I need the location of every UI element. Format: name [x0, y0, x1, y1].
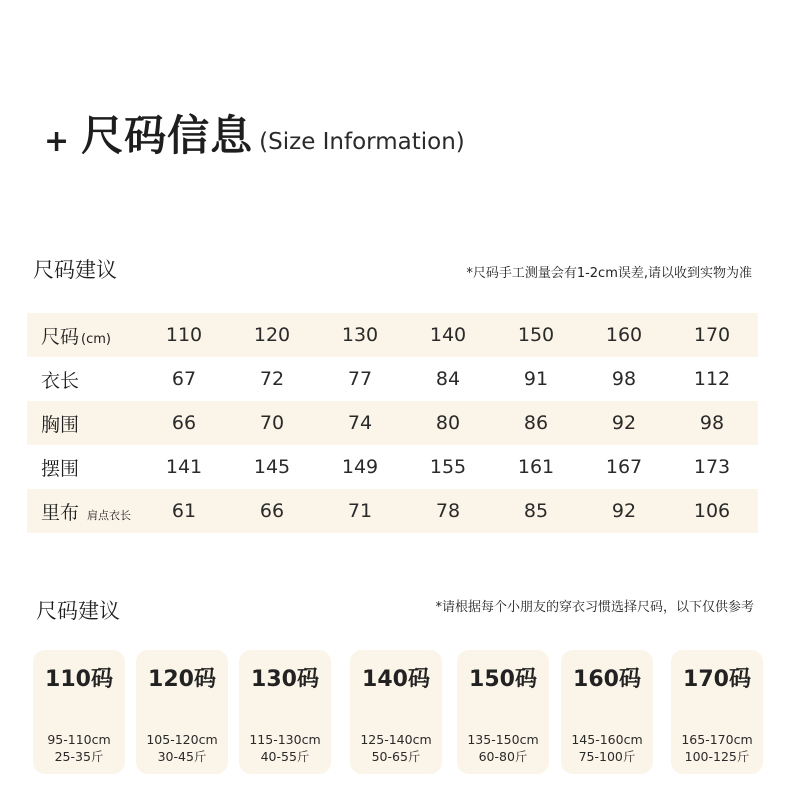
table-cell: 66 — [259, 500, 285, 522]
table-row — [27, 401, 758, 445]
size-card-height: 95-110cm — [47, 732, 111, 747]
table-cell: 149 — [341, 456, 379, 478]
size-card-height: 135-150cm — [467, 732, 539, 747]
row-label — [41, 454, 79, 481]
size-card — [561, 650, 653, 774]
size-card-height: 105-120cm — [146, 732, 218, 747]
size-card — [136, 650, 228, 774]
size-card — [33, 650, 125, 774]
size-card-weight: 40-55斤 — [260, 749, 310, 764]
table-cell: 66 — [171, 412, 197, 434]
table-cell: 67 — [171, 368, 197, 390]
table-cell: 98 — [611, 368, 637, 390]
table-cell: 91 — [523, 368, 549, 390]
size-card — [350, 650, 442, 774]
table-cell: 141 — [165, 456, 203, 478]
table-cell: 106 — [693, 500, 731, 522]
size-card-title: 110码 — [45, 667, 113, 692]
row-label-text: 胸围 — [41, 413, 80, 436]
size-card-title: 170码 — [683, 667, 751, 692]
table-cell: 85 — [523, 500, 549, 522]
plus-icon: + — [44, 124, 70, 159]
table-cell: 72 — [259, 368, 285, 390]
size-card-height: 165-170cm — [681, 732, 753, 747]
table-cell: 70 — [259, 412, 285, 434]
row-label — [41, 410, 79, 437]
page-header — [44, 104, 465, 164]
table-cell: 77 — [347, 368, 373, 390]
size-table — [27, 313, 758, 533]
size-card — [457, 650, 549, 774]
row-label — [41, 498, 131, 525]
row-label-text: 尺码 — [41, 325, 80, 348]
table-cell: 112 — [693, 368, 731, 390]
table-row — [27, 313, 758, 357]
size-table-note: *尺码手工测量会有1-2cm误差,请以收到实物为准 — [466, 266, 752, 281]
size-card-weight: 60-80斤 — [478, 749, 528, 764]
table-cell: 155 — [429, 456, 467, 478]
table-cell: 92 — [611, 412, 637, 434]
row-label — [41, 322, 111, 349]
page-subtitle: (Size Information) — [259, 129, 465, 155]
size-card-title: 130码 — [251, 667, 319, 692]
table-cell: 130 — [341, 324, 379, 346]
table-cell: 150 — [517, 324, 555, 346]
row-label-text: 里布 — [41, 501, 80, 524]
size-card-weight: 75-100斤 — [578, 749, 636, 764]
row-label-text: 衣长 — [41, 369, 80, 392]
table-cell: 110 — [165, 324, 203, 346]
size-card-height: 115-130cm — [249, 732, 321, 747]
table-cell: 78 — [435, 500, 461, 522]
table-row — [27, 445, 758, 489]
page-title: 尺码信息 — [81, 111, 254, 160]
size-card — [671, 650, 763, 774]
size-table-title: 尺码建议 — [33, 258, 117, 282]
size-card-title: 150码 — [469, 667, 537, 692]
size-card-weight: 100-125斤 — [684, 749, 750, 764]
row-label-note: 肩点衣长 — [87, 508, 132, 522]
table-cell: 145 — [253, 456, 291, 478]
table-cell: 86 — [523, 412, 549, 434]
table-cell: 80 — [435, 412, 461, 434]
size-card-height: 145-160cm — [571, 732, 643, 747]
row-label — [41, 366, 79, 393]
table-row — [27, 357, 758, 401]
size-card-height: 125-140cm — [360, 732, 432, 747]
table-cell: 120 — [253, 324, 291, 346]
table-cell: 92 — [611, 500, 637, 522]
table-cell: 61 — [171, 500, 197, 522]
table-cell: 98 — [699, 412, 725, 434]
size-card-title: 120码 — [148, 667, 216, 692]
size-cards — [33, 650, 755, 774]
size-card — [239, 650, 331, 774]
table-cell: 84 — [435, 368, 461, 390]
size-card-weight: 50-65斤 — [371, 749, 421, 764]
recommend-title: 尺码建议 — [36, 599, 120, 623]
table-cell: 140 — [429, 324, 467, 346]
row-label-text: 摆围 — [41, 457, 80, 480]
recommend-note: *请根据每个小朋友的穿衣习惯选择尺码，以下仅供参考 — [435, 600, 754, 615]
size-card-title: 140码 — [362, 667, 430, 692]
table-row — [27, 489, 758, 533]
size-card-weight: 30-45斤 — [157, 749, 207, 764]
table-cell: 173 — [693, 456, 731, 478]
row-label-unit: (cm) — [81, 331, 111, 347]
table-cell: 167 — [605, 456, 643, 478]
size-card-title: 160码 — [573, 667, 641, 692]
table-cell: 170 — [693, 324, 731, 346]
table-cell: 74 — [347, 412, 373, 434]
table-cell: 160 — [605, 324, 643, 346]
size-card-weight: 25-35斤 — [54, 749, 104, 764]
table-cell: 161 — [517, 456, 555, 478]
table-cell: 71 — [347, 500, 373, 522]
